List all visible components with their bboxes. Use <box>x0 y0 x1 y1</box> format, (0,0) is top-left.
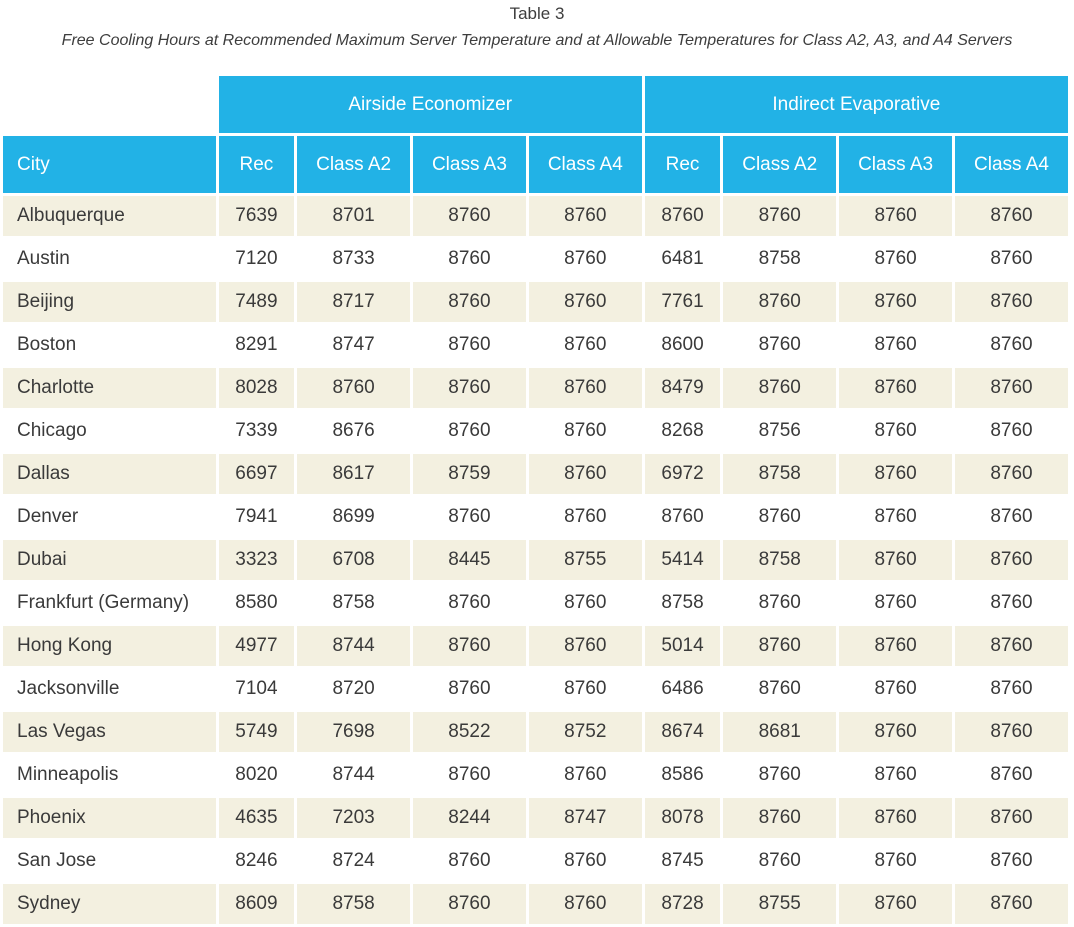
hours-cell: 8760 <box>723 368 836 408</box>
hours-cell: 8760 <box>839 884 952 924</box>
hours-cell: 8246 <box>219 841 295 881</box>
hours-cell: 8760 <box>955 239 1068 279</box>
hours-cell: 8268 <box>645 411 721 451</box>
hours-cell: 8760 <box>839 712 952 752</box>
hours-cell: 8760 <box>723 325 836 365</box>
hours-cell: 3323 <box>219 540 295 580</box>
city-cell: Beijing <box>3 282 216 322</box>
hours-cell: 7203 <box>297 798 410 838</box>
table-body <box>3 196 1068 924</box>
table-row <box>3 798 1068 838</box>
city-cell: Minneapolis <box>3 755 216 795</box>
hours-cell: 8760 <box>955 196 1068 236</box>
city-cell: Chicago <box>3 411 216 451</box>
hours-cell: 8733 <box>297 239 410 279</box>
hours-cell: 8760 <box>723 755 836 795</box>
table-row <box>3 540 1068 580</box>
hours-cell: 8760 <box>955 282 1068 322</box>
hours-cell: 8522 <box>413 712 526 752</box>
hours-cell: 8760 <box>839 454 952 494</box>
table-row <box>3 196 1068 236</box>
city-cell: Jacksonville <box>3 669 216 709</box>
city-cell: San Jose <box>3 841 216 881</box>
hours-cell: 8747 <box>529 798 642 838</box>
hours-cell: 7761 <box>645 282 721 322</box>
hours-cell: 8760 <box>955 712 1068 752</box>
hours-cell: 8078 <box>645 798 721 838</box>
hours-cell: 8580 <box>219 583 295 623</box>
city-cell: Dallas <box>3 454 216 494</box>
hours-cell: 8758 <box>645 583 721 623</box>
hours-cell: 8760 <box>413 196 526 236</box>
hours-cell: 8760 <box>955 755 1068 795</box>
table-row <box>3 411 1068 451</box>
hours-cell: 8760 <box>413 626 526 666</box>
hours-cell: 8760 <box>413 411 526 451</box>
hours-cell: 8760 <box>723 497 836 537</box>
table-row <box>3 884 1068 924</box>
hours-cell: 6486 <box>645 669 721 709</box>
hours-cell: 8760 <box>723 282 836 322</box>
table-row <box>3 712 1068 752</box>
hours-cell: 8760 <box>955 497 1068 537</box>
hours-cell: 8701 <box>297 196 410 236</box>
hours-cell: 8760 <box>839 755 952 795</box>
hours-cell: 4977 <box>219 626 295 666</box>
hours-cell: 8760 <box>723 841 836 881</box>
column-header: Class A4 <box>955 136 1068 193</box>
hours-cell: 8744 <box>297 755 410 795</box>
hours-cell: 8760 <box>529 583 642 623</box>
hours-cell: 8758 <box>723 540 836 580</box>
hours-cell: 7120 <box>219 239 295 279</box>
table-row <box>3 669 1068 709</box>
hours-cell: 8760 <box>955 841 1068 881</box>
hours-cell: 8760 <box>413 884 526 924</box>
hours-cell: 8617 <box>297 454 410 494</box>
column-header: Class A3 <box>413 136 526 193</box>
hours-cell: 8760 <box>413 239 526 279</box>
hours-cell: 8760 <box>839 841 952 881</box>
hours-cell: 8717 <box>297 282 410 322</box>
hours-cell: 8760 <box>955 669 1068 709</box>
hours-cell: 8609 <box>219 884 295 924</box>
column-header: Class A3 <box>839 136 952 193</box>
table-row <box>3 454 1068 494</box>
hours-cell: 8479 <box>645 368 721 408</box>
column-header: Rec <box>645 136 721 193</box>
hours-cell: 5749 <box>219 712 295 752</box>
hours-cell: 8724 <box>297 841 410 881</box>
hours-cell: 8760 <box>955 540 1068 580</box>
group-header-airside: Airside Economizer <box>219 76 642 133</box>
hours-cell: 8760 <box>413 755 526 795</box>
hours-cell: 8758 <box>723 454 836 494</box>
hours-cell: 4635 <box>219 798 295 838</box>
hours-cell: 8752 <box>529 712 642 752</box>
hours-cell: 8760 <box>413 583 526 623</box>
hours-cell: 8760 <box>839 669 952 709</box>
hours-cell: 8760 <box>529 755 642 795</box>
table-row <box>3 325 1068 365</box>
column-header: Class A4 <box>529 136 642 193</box>
hours-cell: 8760 <box>529 282 642 322</box>
city-cell: Hong Kong <box>3 626 216 666</box>
hours-cell: 8760 <box>297 368 410 408</box>
hours-cell: 6697 <box>219 454 295 494</box>
table-row <box>3 368 1068 408</box>
city-cell: Sydney <box>3 884 216 924</box>
table-number: Table 3 <box>509 4 565 23</box>
hours-cell: 8760 <box>955 368 1068 408</box>
hours-cell: 8020 <box>219 755 295 795</box>
city-cell: Phoenix <box>3 798 216 838</box>
hours-cell: 7698 <box>297 712 410 752</box>
hours-cell: 8760 <box>839 798 952 838</box>
column-header: Class A2 <box>297 136 410 193</box>
hours-cell: 8760 <box>529 497 642 537</box>
free-cooling-table <box>0 73 1071 927</box>
hours-cell: 8747 <box>297 325 410 365</box>
hours-cell: 8760 <box>839 196 952 236</box>
hours-cell: 8760 <box>529 411 642 451</box>
hours-cell: 8760 <box>413 497 526 537</box>
hours-cell: 5014 <box>645 626 721 666</box>
hours-cell: 8760 <box>955 798 1068 838</box>
hours-cell: 7941 <box>219 497 295 537</box>
hours-cell: 8760 <box>529 454 642 494</box>
hours-cell: 8760 <box>529 884 642 924</box>
hours-cell: 8760 <box>529 626 642 666</box>
column-header-city: City <box>3 136 216 193</box>
hours-cell: 7339 <box>219 411 295 451</box>
hours-cell: 8760 <box>645 497 721 537</box>
group-header-indirect: Indirect Evaporative <box>645 76 1068 133</box>
hours-cell: 8244 <box>413 798 526 838</box>
hours-cell: 8760 <box>529 239 642 279</box>
hours-cell: 8760 <box>839 368 952 408</box>
group-header-row <box>3 76 1068 133</box>
hours-cell: 7104 <box>219 669 295 709</box>
hours-cell: 6708 <box>297 540 410 580</box>
hours-cell: 8756 <box>723 411 836 451</box>
column-header-row <box>3 136 1068 193</box>
hours-cell: 8760 <box>723 626 836 666</box>
hours-cell: 8760 <box>839 626 952 666</box>
table-row <box>3 755 1068 795</box>
hours-cell: 8760 <box>529 841 642 881</box>
city-cell: Denver <box>3 497 216 537</box>
hours-cell: 8028 <box>219 368 295 408</box>
city-cell: Dubai <box>3 540 216 580</box>
hours-cell: 8728 <box>645 884 721 924</box>
city-cell: Austin <box>3 239 216 279</box>
hours-cell: 8760 <box>955 626 1068 666</box>
hours-cell: 8760 <box>413 282 526 322</box>
hours-cell: 8758 <box>297 583 410 623</box>
table-row <box>3 282 1068 322</box>
hours-cell: 8755 <box>529 540 642 580</box>
table-row <box>3 583 1068 623</box>
city-cell: Frankfurt (Germany) <box>3 583 216 623</box>
hours-cell: 8586 <box>645 755 721 795</box>
table-row <box>3 626 1068 666</box>
hours-cell: 8760 <box>723 196 836 236</box>
hours-cell: 8758 <box>723 239 836 279</box>
hours-cell: 8758 <box>297 884 410 924</box>
hours-cell: 7489 <box>219 282 295 322</box>
table-row <box>3 841 1068 881</box>
hours-cell: 8760 <box>839 540 952 580</box>
table-row <box>3 497 1068 537</box>
hours-cell: 8760 <box>839 239 952 279</box>
hours-cell: 8600 <box>645 325 721 365</box>
hours-cell: 8760 <box>529 196 642 236</box>
city-cell: Boston <box>3 325 216 365</box>
hours-cell: 8681 <box>723 712 836 752</box>
hours-cell: 8445 <box>413 540 526 580</box>
hours-cell: 8760 <box>413 669 526 709</box>
hours-cell: 8760 <box>413 368 526 408</box>
city-cell: Albuquerque <box>3 196 216 236</box>
hours-cell: 8745 <box>645 841 721 881</box>
hours-cell: 8676 <box>297 411 410 451</box>
hours-cell: 8760 <box>839 411 952 451</box>
hours-cell: 8760 <box>645 196 721 236</box>
hours-cell: 8674 <box>645 712 721 752</box>
table-row <box>3 239 1068 279</box>
hours-cell: 8755 <box>723 884 836 924</box>
hours-cell: 8760 <box>839 497 952 537</box>
hours-cell: 7639 <box>219 196 295 236</box>
hours-cell: 8760 <box>955 454 1068 494</box>
hours-cell: 8291 <box>219 325 295 365</box>
hours-cell: 8760 <box>723 669 836 709</box>
group-header-blank <box>3 76 216 133</box>
hours-cell: 6972 <box>645 454 721 494</box>
hours-cell: 8760 <box>839 583 952 623</box>
hours-cell: 8759 <box>413 454 526 494</box>
hours-cell: 5414 <box>645 540 721 580</box>
hours-cell: 8760 <box>529 368 642 408</box>
hours-cell: 8760 <box>529 669 642 709</box>
hours-cell: 8760 <box>839 282 952 322</box>
city-cell: Charlotte <box>3 368 216 408</box>
city-cell: Las Vegas <box>3 712 216 752</box>
column-header: Rec <box>219 136 295 193</box>
hours-cell: 8760 <box>723 798 836 838</box>
hours-cell: 8720 <box>297 669 410 709</box>
table-title: Free Cooling Hours at Recommended Maximum Server Temperature and at Allowable Temperatures for Class A2, A3, and A4 Servers <box>61 32 1013 49</box>
hours-cell: 8744 <box>297 626 410 666</box>
hours-cell: 8760 <box>413 325 526 365</box>
hours-cell: 8760 <box>955 884 1068 924</box>
hours-cell: 8760 <box>723 583 836 623</box>
hours-cell: 8760 <box>529 325 642 365</box>
column-header: Class A2 <box>723 136 836 193</box>
hours-cell: 8760 <box>955 583 1068 623</box>
hours-cell: 8760 <box>955 325 1068 365</box>
hours-cell: 8760 <box>839 325 952 365</box>
hours-cell: 8699 <box>297 497 410 537</box>
hours-cell: 8760 <box>413 841 526 881</box>
hours-cell: 6481 <box>645 239 721 279</box>
hours-cell: 8760 <box>955 411 1068 451</box>
